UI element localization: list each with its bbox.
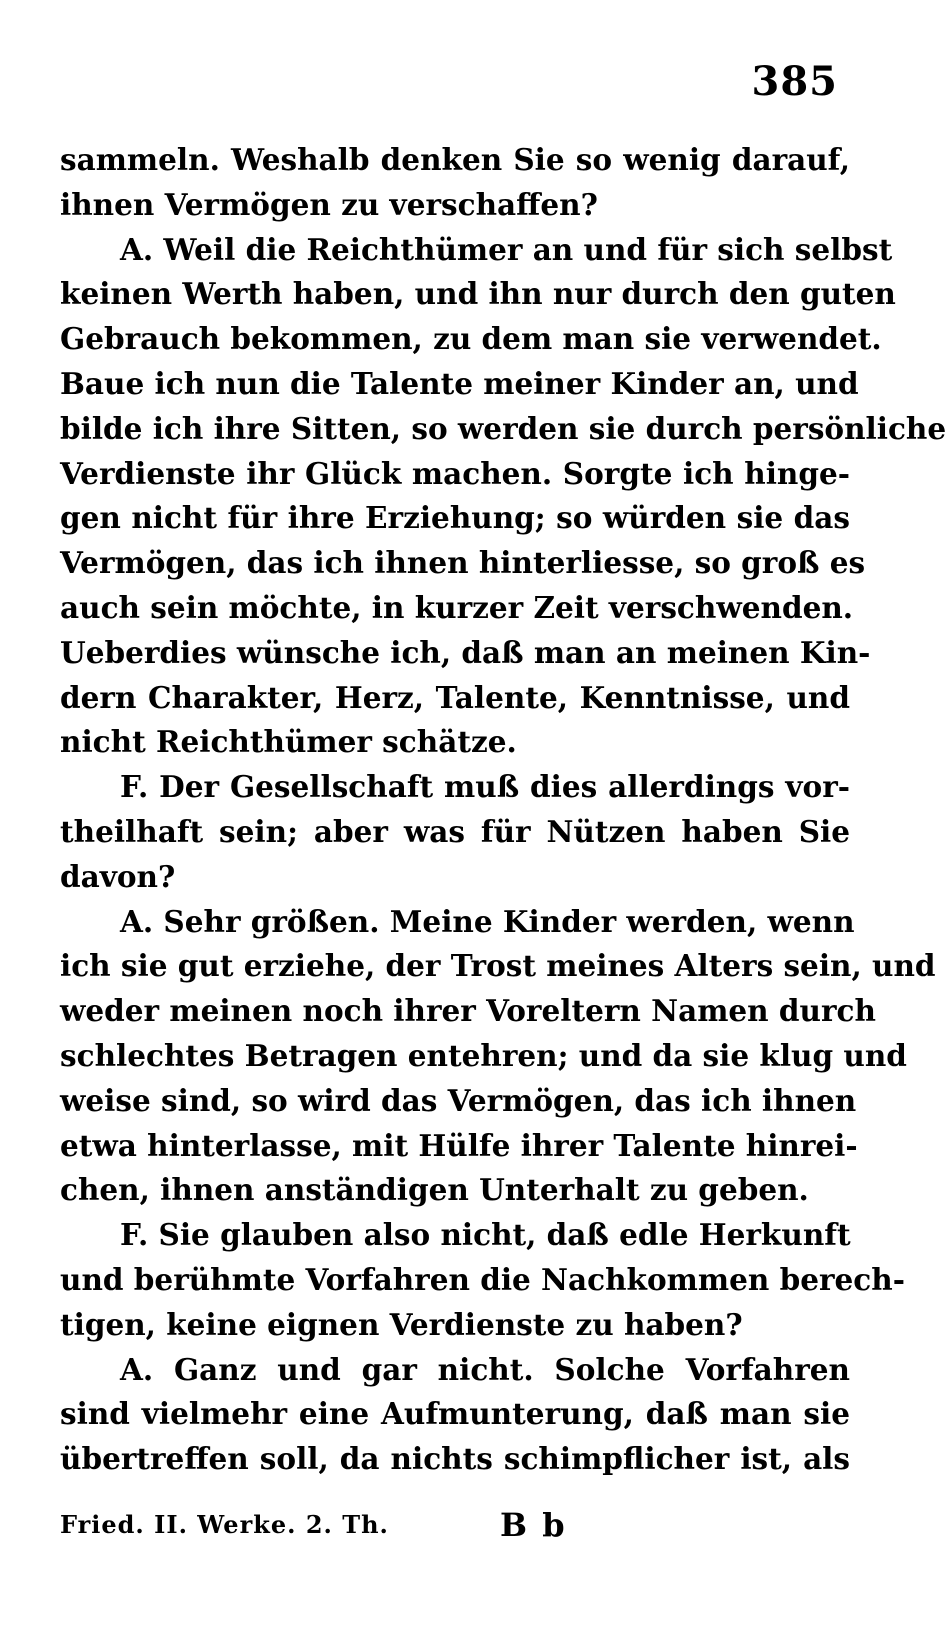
text-line: nicht Reichthümer schätze. <box>60 724 517 760</box>
text-line: theilhaft sein; aber was für Nützen haben Sie <box>60 813 850 849</box>
text-line: Verdienste ihr Glück machen. Sorgte ich hinge- <box>60 455 850 491</box>
text-line: gen nicht für ihre Erziehung; so würden sie das <box>60 500 850 536</box>
text-line: F. Der Gesellschaft muß dies allerdings vor- <box>120 769 850 805</box>
page-footer <box>60 1506 850 1550</box>
text-line: bilde ich ihre Sitten, so werden sie durch persönliche <box>60 410 946 446</box>
text-line: sammeln. Weshalb denken Sie so wenig darauf, <box>60 142 850 177</box>
text-line: Ueberdies wünsche ich, daß man an meinen Kin- <box>60 634 871 670</box>
text-line: tigen, keine eignen Verdienste zu haben? <box>60 1306 743 1342</box>
body-text <box>60 138 946 1482</box>
text-line: übertreffen soll, da nichts schimpflicher ist, als <box>60 1441 850 1477</box>
text-line: sind vielmehr eine Aufmunterung, daß man sie <box>60 1396 850 1432</box>
page-number: 385 <box>751 58 838 105</box>
text-line: etwa hinterlasse, mit Hülfe ihrer Talente hinrei- <box>60 1127 858 1163</box>
text-line: weise sind, so wird das Vermögen, das ich ihnen <box>60 1082 857 1118</box>
text-line: schlechtes Betragen entehren; und da sie klug und <box>60 1037 907 1073</box>
text-line: Baue ich nun die Talente meiner Kinder an, und <box>60 365 859 401</box>
text-line: weder meinen noch ihrer Voreltern Namen durch <box>60 993 876 1029</box>
text-line: A. Sehr größen. Meine Kinder werden, wenn <box>120 903 855 939</box>
text-line: chen, ihnen anständigen Unterhalt zu geben. <box>60 1172 809 1208</box>
text-line: Vermögen, das ich ihnen hinterliesse, so groß es <box>60 545 866 581</box>
text-line: Gebrauch bekommen, zu dem man sie verwendet. <box>60 321 882 357</box>
text-line: davon? <box>60 858 176 894</box>
text-line: dern Charakter, Herz, Talente, Kenntnisse, und <box>60 679 850 715</box>
signature-mark: B b <box>500 1506 567 1544</box>
text-line: A. Ganz und gar nicht. Solche Vorfahren <box>120 1351 850 1387</box>
text-line: und berühmte Vorfahren die Nachkommen berech- <box>60 1261 905 1297</box>
signature-line: Fried. II. Werke. 2. Th. <box>60 1510 389 1539</box>
text-line: ich sie gut erziehe, der Trost meines Alters sein, und <box>60 948 936 984</box>
text-line: ihnen Vermögen zu verschaffen? <box>60 186 598 222</box>
text-line: keinen Werth haben, und ihn nur durch den guten <box>60 276 896 312</box>
text-line: auch sein möchte, in kurzer Zeit verschwenden. <box>60 589 854 625</box>
text-line: F. Sie glauben also nicht, daß edle Herkunft <box>120 1217 851 1253</box>
text-line: A. Weil die Reichthümer an und für sich selbst <box>120 231 893 267</box>
